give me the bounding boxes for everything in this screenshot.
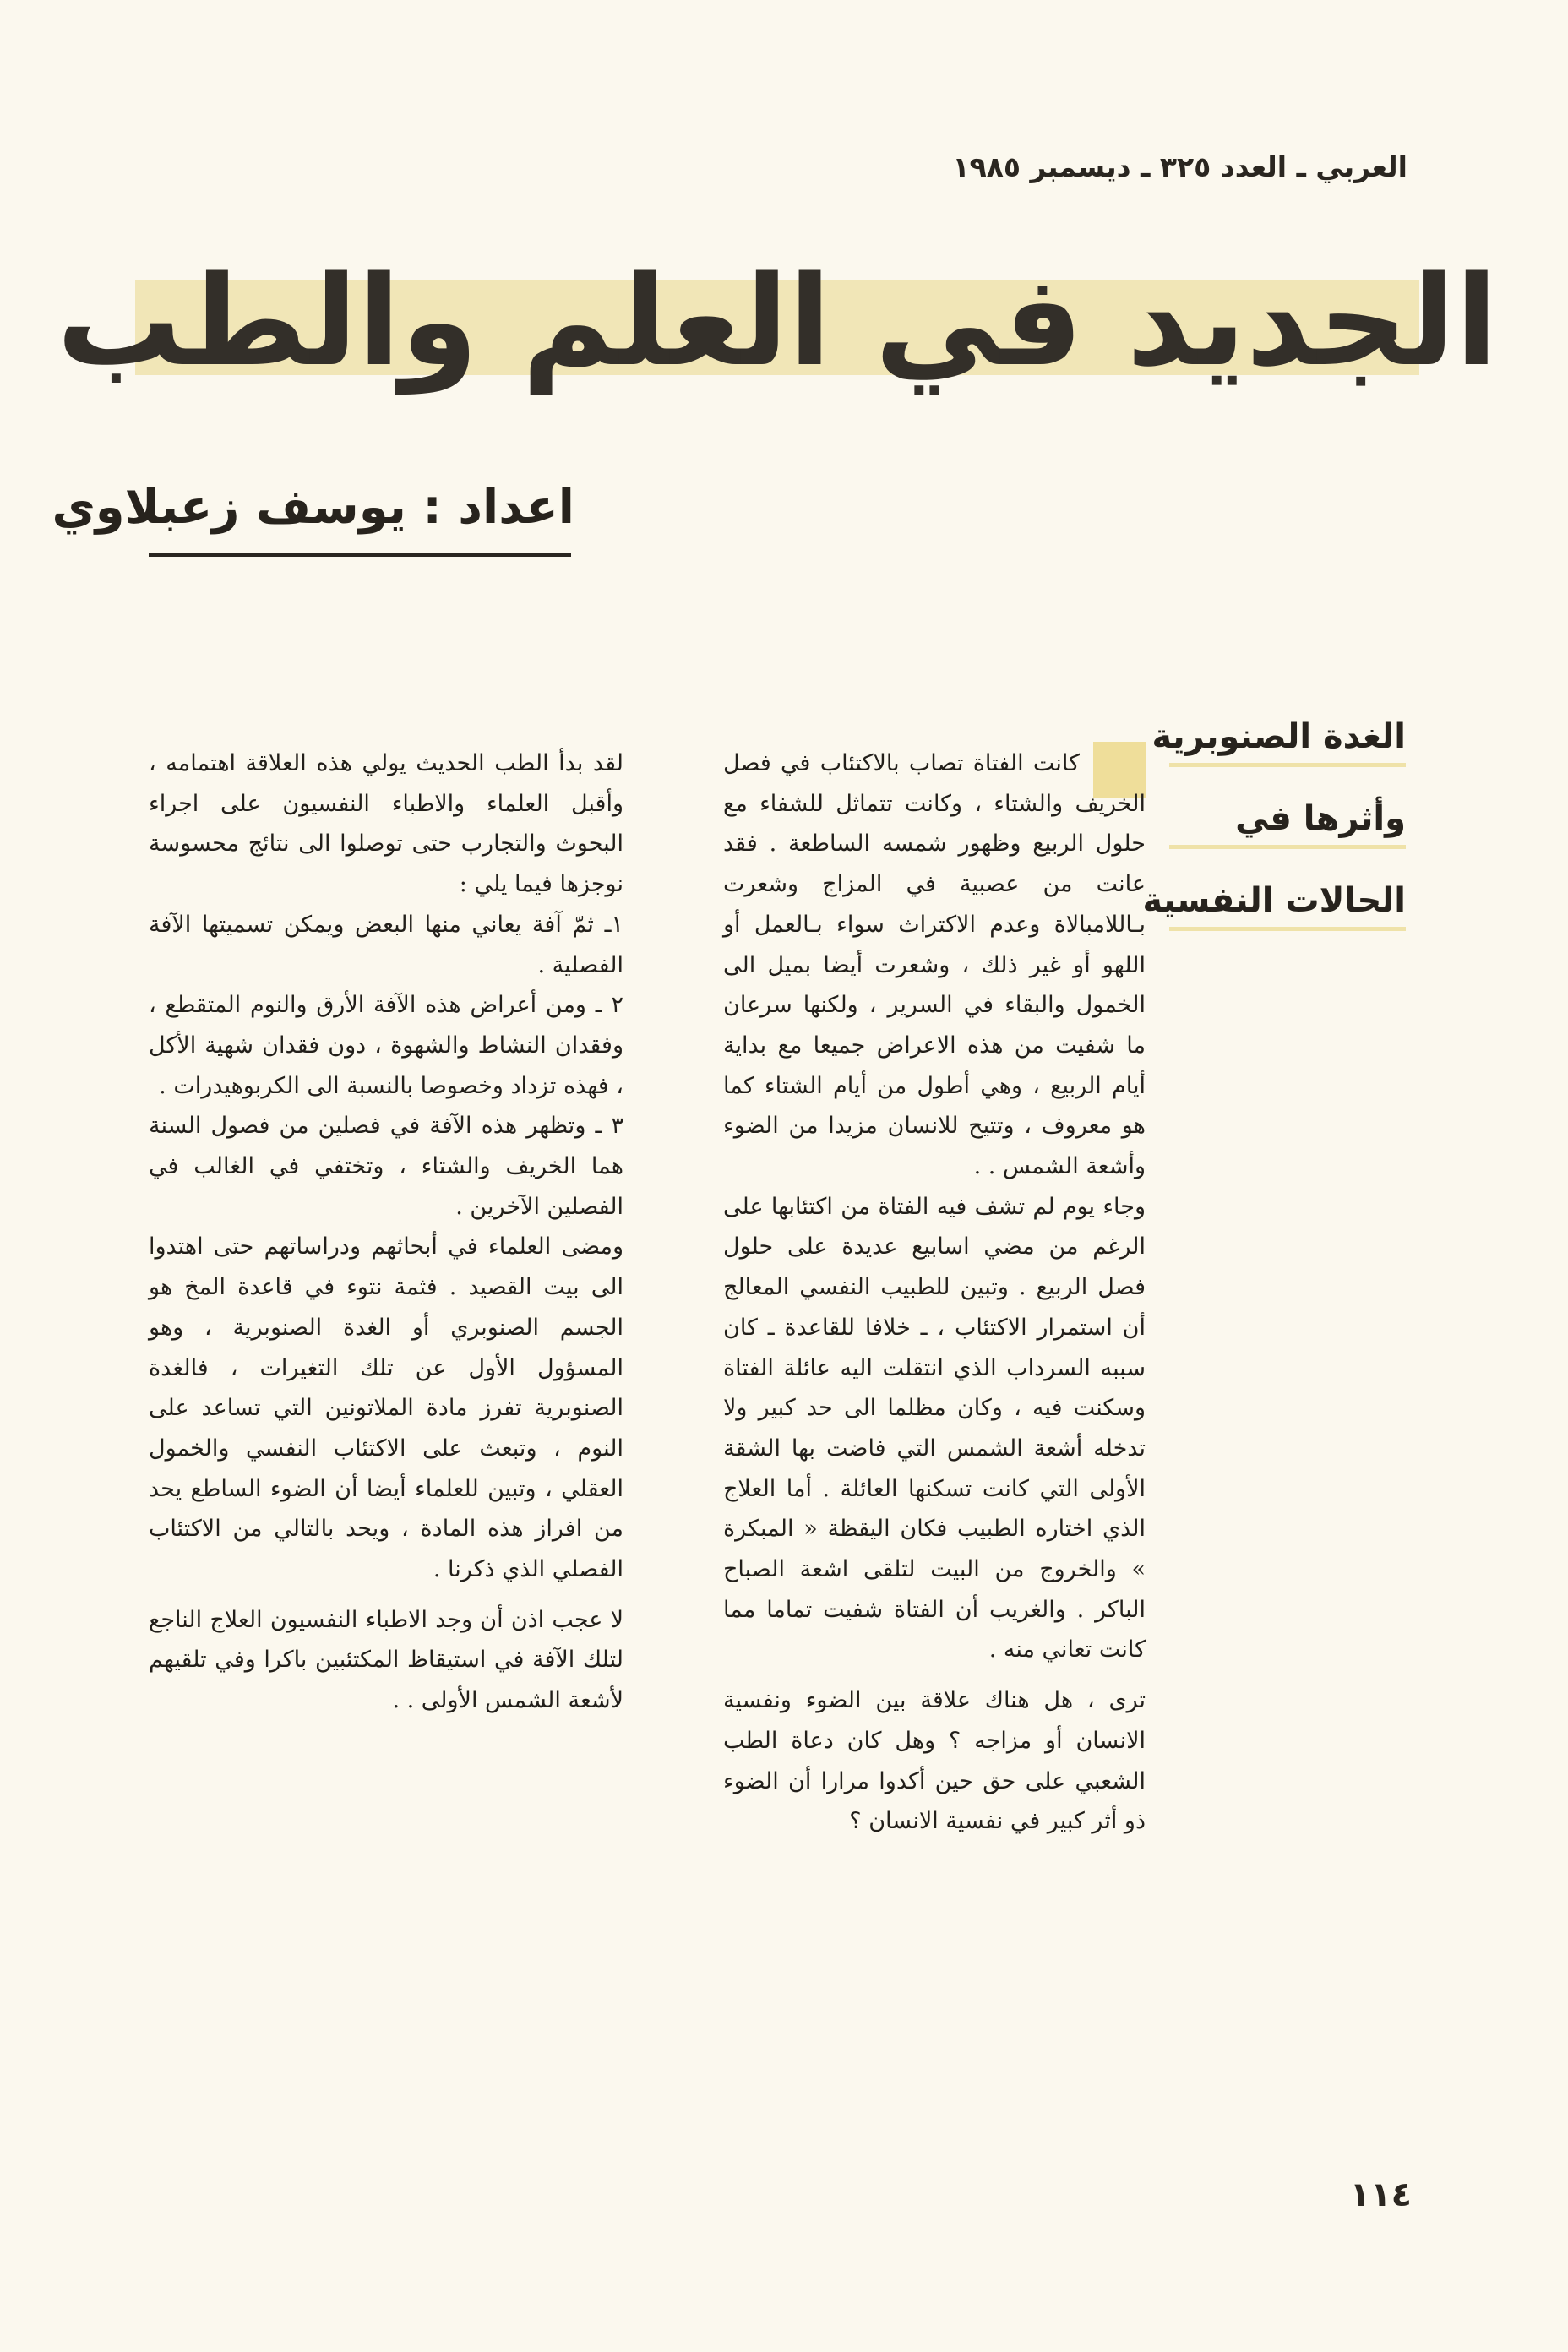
list-item: ١ـ ثمّ آفة يعاني منها البعض ويمكن تسميتها الآفة الفصلية .	[149, 911, 623, 978]
author-credit: اعداد : يوسف زعبلاوي	[52, 480, 574, 535]
author-underline	[149, 553, 571, 557]
issue-header: العربي ـ العدد ٣٢٥ ـ ديسمبر ١٩٨٥	[952, 150, 1407, 183]
article-column-left	[149, 743, 623, 1721]
article-paragraph: لقد بدأ الطب الحديث يولي هذه العلاقة اهتمامه ، وأقبل العلماء والاطباء النفسيون على اجراء البحوث والتجارب حتى توصلوا الى نتائج محسوسة نوجزها فيما يلي :	[149, 750, 623, 898]
article-paragraph: ومضى العلماء في أبحاثهم ودراساتهم حتى اهتدوا الى بيت القصيد . فثمة نتوء في قاعدة المخ هو الجسم الصنوبري أو الغدة الصنوبرية ، وهو المسؤول الأول عن تلك التغيرات ، فالغدة الصنوبرية تفرز مادة الملاتونين التي تساعد على النوم ، وتبعث على الاكتئاب النفسي والخمول العقلي ، وتبين للعلماء أيضا أن الضوء الساطع يحد من افراز هذه المادة ، ويحد بالتالي من الاكتئاب الفصلي الذي ذكرنا .	[149, 1233, 623, 1583]
title-block	[56, 245, 1499, 397]
list-item: ٣ ـ وتظهر هذه الآفة في فصلين من فصول السنة هما الخريف والشتاء ، وتختفي في الغالب في الفصلين الآخرين .	[149, 1113, 623, 1220]
article-column-right	[723, 743, 1146, 1842]
page-title: الجديد في العلم والطب	[56, 248, 1499, 394]
section-sidebar	[1142, 714, 1406, 931]
sidebar-heading-line: الحالات النفسية	[1169, 878, 1406, 931]
page-number: ١١٤	[1349, 2175, 1412, 2214]
article-paragraph: ترى ، هل هناك علاقة بين الضوء ونفسية الانسان أو مزاجه ؟ وهل كان دعاة الطب الشعبي على حق حين أكدوا مرارا أن الضوء ذو أثر كبير في نفسية الانسان ؟	[723, 1687, 1146, 1835]
article-paragraph: لا عجب اذن أن وجد الاطباء النفسيون العلاج الناجع لتلك الآفة في استيقاظ المكتئبين باكرا وفي تلقيهم لأشعة الشمس الأولى . .	[149, 1606, 623, 1714]
sidebar-heading-line: الغدة الصنوبرية	[1169, 714, 1406, 767]
list-item: ٢ ـ ومن أعراض هذه الآفة الأرق والنوم المتقطع ، وفقدان النشاط والشهوة ، دون فقدان شهية الأكل ، فهذه تزداد وخصوصا بالنسبة الى الكربوهيدرات .	[149, 992, 623, 1099]
article-paragraph: كانت الفتاة تصاب بالاكتئاب في فصل الخريف والشتاء ، وكانت تتماثل للشفاء مع حلول الربيع وظهور شمسه الساطعة . فقد عانت من عصبية في المزاج وشعرت بـاللامبالاة وعدم الاكتراث سواء بـالعمل أو اللهو أو غير ذلك ، وشعرت أيضا بميل الى الخمول والبقاء في السرير ، ولكنها سرعان ما شفيت من هذه الاعراض جميعا مع بداية أيام الربيع ، وهي أطول من أيام الشتاء كما هو معروف ، وتتيح للانسان مزيدا من الضوء وأشعة الشمس . .	[723, 750, 1146, 1180]
sidebar-heading-line: وأثرها في	[1169, 796, 1406, 849]
article-paragraph: وجاء يوم لم تشف فيه الفتاة من اكتئابها على الرغم من مضي اسابيع عديدة على حلول فصل الربيع . وتبين للطبيب النفسي المعالج أن استمرار الاكتئاب ، ـ خلافا للقاعدة ـ كان سببه السرداب الذي انتقلت اليه عائلة الفتاة وسكنت فيه ، وكان مظلما الى حد كبير ولا تدخله أشعة الشمس التي فاضت بها الشقة الأولى التي كانت تسكنها العائلة . أما العلاج الذي اختاره الطبيب فكان اليقظة « المبكرة » والخروج من البيت لتلقى اشعة الصباح الباكر . والغريب أن الفتاة شفيت تماما مما كانت تعاني منه .	[723, 1193, 1146, 1663]
